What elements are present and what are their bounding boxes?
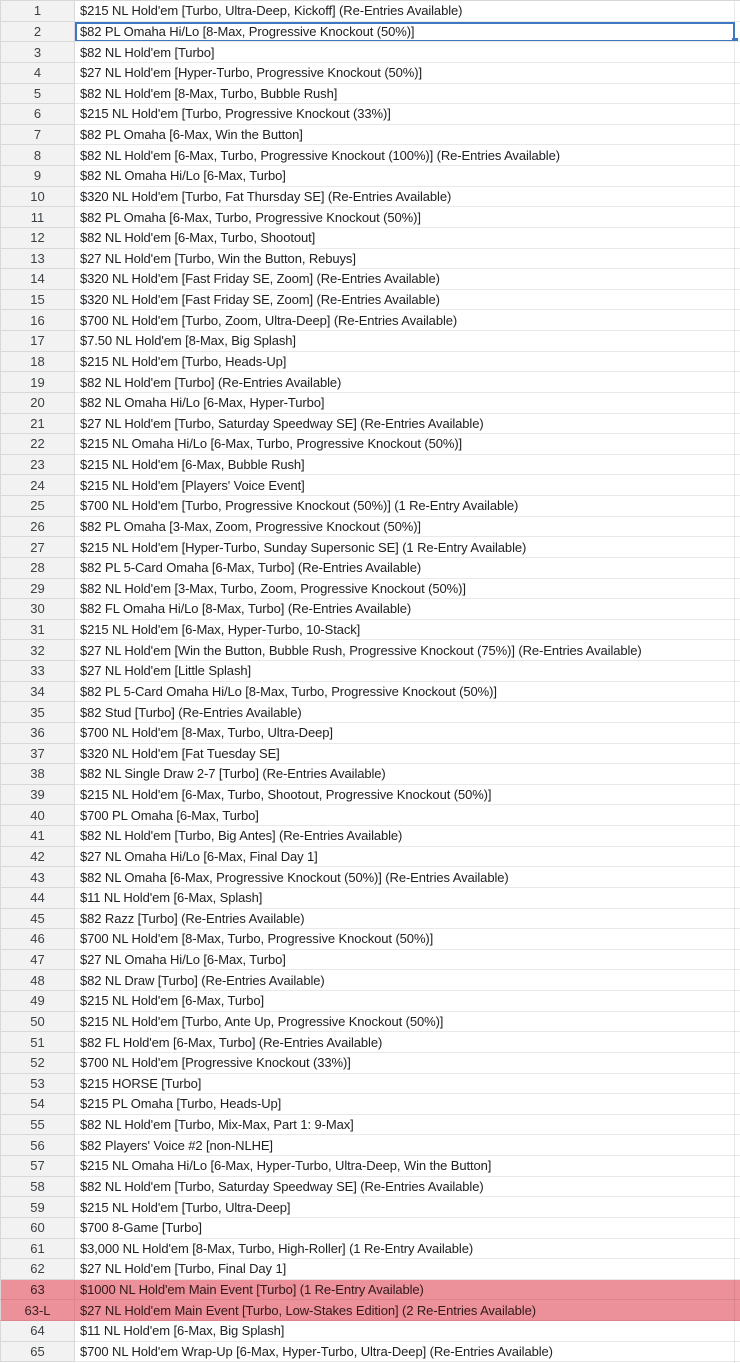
table-row [0,1156,740,1177]
table-row [0,1135,740,1156]
table-row [0,661,740,682]
row-number[interactable]: 56 [0,1135,75,1156]
tournament-label: $215 NL Omaha Hi/Lo [6-Max, Turbo, Progressive Knockout (50%)] [80,436,463,452]
tournament-label: $3,000 NL Hold'em [8-Max, Turbo, High-Roller] (1 Re-Entry Available) [80,1240,474,1256]
row-number[interactable]: 41 [0,826,75,847]
table-row [0,537,740,558]
tournament-cell[interactable] [75,1239,740,1260]
row-number[interactable]: 1 [0,1,75,22]
tournament-cell[interactable] [75,310,740,331]
tournament-cell[interactable] [75,888,740,909]
row-number[interactable]: 19 [0,372,75,393]
tournament-label: $215 NL Hold'em [Players' Voice Event] [80,477,305,493]
row-number[interactable]: 11 [0,207,75,228]
row-number[interactable]: 54 [0,1094,75,1115]
row-number[interactable]: 17 [0,331,75,352]
row-number[interactable]: 61 [0,1239,75,1260]
row-number[interactable]: 5 [0,84,75,105]
table-row [0,970,740,991]
row-number[interactable]: 62 [0,1259,75,1280]
tournament-cell[interactable] [75,372,740,393]
row-number[interactable]: 63 [0,1280,75,1301]
row-number[interactable]: 60 [0,1218,75,1239]
table-row [0,269,740,290]
tournament-label: $215 HORSE [Turbo] [80,1075,202,1091]
tournament-label: $82 Razz [Turbo] (Re-Entries Available) [80,910,305,926]
tournament-label: $27 NL Omaha Hi/Lo [6-Max, Turbo] [80,952,286,968]
table-row [0,496,740,517]
tournament-label: $700 PL Omaha [6-Max, Turbo] [80,807,259,823]
row-number[interactable]: 49 [0,991,75,1012]
row-number[interactable]: 26 [0,517,75,538]
table-row [0,22,740,43]
row-number[interactable]: 45 [0,909,75,930]
tournament-label: $215 NL Hold'em [Hyper-Turbo, Sunday Supersonic SE] (1 Re-Entry Available) [80,539,527,555]
tournament-cell[interactable] [75,867,740,888]
table-row [0,744,740,765]
table-row [0,290,740,311]
table-row [0,1074,740,1095]
table-row [0,1177,740,1198]
row-number[interactable]: 29 [0,579,75,600]
tournament-cell[interactable] [75,970,740,991]
tournament-label: $320 NL Hold'em [Turbo, Fat Thursday SE] (Re-Entries Available) [80,188,452,204]
tournament-cell[interactable] [75,42,740,63]
tournament-label: $82 NL Omaha Hi/Lo [6-Max, Hyper-Turbo] [80,395,325,411]
tournament-label: $82 PL Omaha [3-Max, Zoom, Progressive Knockout (50%)] [80,518,421,534]
tournament-cell[interactable] [75,414,740,435]
tournament-cell[interactable] [75,1177,740,1198]
tournament-label: $215 NL Hold'em [6-Max, Turbo] [80,993,264,1009]
table-row [0,125,740,146]
tournament-cell[interactable] [75,269,740,290]
tournament-cell[interactable] [75,1197,740,1218]
tournament-cell[interactable] [75,950,740,971]
tournament-cell[interactable] [75,166,740,187]
tournament-cell[interactable] [75,1300,740,1321]
tournament-label: $82 PL Omaha [6-Max, Win the Button] [80,127,303,143]
tournament-cell[interactable] [75,909,740,930]
row-number[interactable]: 35 [0,702,75,723]
tournament-cell[interactable] [75,104,740,125]
tournament-cell[interactable] [75,352,740,373]
row-number[interactable]: 15 [0,290,75,311]
tournament-cell[interactable] [75,826,740,847]
table-row [0,805,740,826]
tournament-cell[interactable] [75,929,740,950]
row-number[interactable]: 21 [0,414,75,435]
table-row [0,331,740,352]
tournament-label: $82 PL 5-Card Omaha Hi/Lo [8-Max, Turbo, Progressive Knockout (50%)] [80,683,497,699]
tournament-cell[interactable] [75,847,740,868]
table-row [0,1197,740,1218]
tournament-label: $82 NL Omaha Hi/Lo [6-Max, Turbo] [80,168,286,184]
tournament-label: $82 NL Hold'em [Turbo, Mix-Max, Part 1: 9-Max] [80,1117,354,1133]
tournament-label: $82 NL Hold'em [3-Max, Turbo, Zoom, Progressive Knockout (50%)] [80,580,466,596]
table-row [0,42,740,63]
tournament-label: $82 NL Hold'em [Turbo, Saturday Speedway SE] (Re-Entries Available) [80,1178,484,1194]
table-row [0,558,740,579]
table-row [0,1053,740,1074]
row-number[interactable]: 6 [0,104,75,125]
table-row [0,1218,740,1239]
row-number[interactable]: 43 [0,867,75,888]
row-number[interactable]: 18 [0,352,75,373]
tournament-cell[interactable] [75,1156,740,1177]
table-row [0,434,740,455]
table-row [0,909,740,930]
table-row [0,207,740,228]
row-number[interactable]: 64 [0,1321,75,1342]
tournament-cell[interactable] [75,991,740,1012]
table-row [0,640,740,661]
tournament-label: $215 NL Hold'em [Turbo, Progressive Knockout (33%)] [80,106,391,122]
tournament-label: $7.50 NL Hold'em [8-Max, Big Splash] [80,333,296,349]
row-number[interactable]: 36 [0,723,75,744]
tournament-label: $82 NL Single Draw 2-7 [Turbo] (Re-Entries Available) [80,766,386,782]
table-row [0,826,740,847]
tournament-cell[interactable] [75,1053,740,1074]
table-row [0,187,740,208]
table-row [0,702,740,723]
row-number[interactable]: 2 [0,22,75,43]
tournament-cell[interactable] [75,682,740,703]
table-row [0,764,740,785]
row-number[interactable]: 13 [0,249,75,270]
tournament-cell[interactable] [75,785,740,806]
row-number[interactable]: 46 [0,929,75,950]
row-number[interactable]: 12 [0,228,75,249]
tournament-label: $27 NL Hold'em Main Event [Turbo, Low-Stakes Edition] (2 Re-Entries Available) [80,1302,536,1318]
tournament-label: $320 NL Hold'em [Fast Friday SE, Zoom] (Re-Entries Available) [80,292,440,308]
table-row [0,372,740,393]
tournament-label: $215 NL Hold'em [6-Max, Bubble Rush] [80,457,305,473]
table-row [0,620,740,641]
tournament-label: $215 NL Hold'em [Turbo, Ante Up, Progressive Knockout (50%)] [80,1013,444,1029]
tournament-label: $215 NL Hold'em [Turbo, Ultra-Deep, Kickoff] (Re-Entries Available) [80,3,463,19]
tournament-label: $27 NL Hold'em [Little Splash] [80,663,251,679]
row-number[interactable]: 51 [0,1032,75,1053]
row-number[interactable]: 32 [0,640,75,661]
table-row [0,950,740,971]
row-number[interactable]: 38 [0,764,75,785]
table-row [0,1259,740,1280]
tournament-label: $700 NL Hold'em [Progressive Knockout (33%)] [80,1055,351,1071]
tournament-label: $82 PL 5-Card Omaha [6-Max, Turbo] (Re-Entries Available) [80,560,422,576]
row-number[interactable]: 65 [0,1342,75,1363]
table-row [0,1342,740,1363]
row-number[interactable]: 42 [0,847,75,868]
row-number[interactable]: 25 [0,496,75,517]
tournament-label: $215 NL Hold'em [Turbo, Heads-Up] [80,353,287,369]
tournament-label: $82 NL Hold'em [6-Max, Turbo, Progressive Knockout (100%)] (Re-Entries Available) [80,147,560,163]
table-row [0,785,740,806]
row-number[interactable]: 39 [0,785,75,806]
tournament-cell[interactable] [75,455,740,476]
row-number[interactable]: 7 [0,125,75,146]
table-row [0,1115,740,1136]
tournament-label: $82 NL Draw [Turbo] (Re-Entries Available) [80,972,325,988]
row-number[interactable]: 40 [0,805,75,826]
table-row [0,104,740,125]
table-row [0,145,740,166]
table-row [0,166,740,187]
row-number[interactable]: 59 [0,1197,75,1218]
tournament-label: $82 Players' Voice #2 [non-NLHE] [80,1137,273,1153]
row-number[interactable]: 31 [0,620,75,641]
tournament-cell[interactable] [75,434,740,455]
tournament-label: $82 PL Omaha [6-Max, Turbo, Progressive Knockout (50%)] [80,209,421,225]
row-number[interactable]: 57 [0,1156,75,1177]
tournament-cell[interactable] [75,1115,740,1136]
row-number[interactable]: 44 [0,888,75,909]
tournament-cell[interactable] [75,496,740,517]
table-row [0,1094,740,1115]
tournament-cell[interactable] [75,579,740,600]
row-number[interactable]: 3 [0,42,75,63]
tournament-cell[interactable] [75,1280,740,1301]
tournament-cell[interactable] [75,1032,740,1053]
tournament-label: $215 NL Hold'em [Turbo, Ultra-Deep] [80,1199,291,1215]
row-number[interactable]: 52 [0,1053,75,1074]
table-row [0,310,740,331]
tournament-cell[interactable] [75,1259,740,1280]
tournament-label: $320 NL Hold'em [Fast Friday SE, Zoom] (Re-Entries Available) [80,271,440,287]
tournament-cell[interactable] [75,640,740,661]
tournament-cell[interactable] [75,331,740,352]
tournament-cell[interactable] [75,620,740,641]
tournament-cell[interactable] [75,1321,740,1342]
row-number[interactable]: 16 [0,310,75,331]
tournament-cell[interactable] [75,537,740,558]
tournament-label: $11 NL Hold'em [6-Max, Big Splash] [80,1323,285,1339]
row-number[interactable]: 23 [0,455,75,476]
tournament-label: $27 NL Omaha Hi/Lo [6-Max, Final Day 1] [80,848,318,864]
tournament-label: $215 PL Omaha [Turbo, Heads-Up] [80,1096,282,1112]
row-number[interactable]: 58 [0,1177,75,1198]
tournament-label: $1000 NL Hold'em Main Event [Turbo] (1 Re-Entry Available) [80,1282,424,1298]
row-number[interactable]: 34 [0,682,75,703]
table-row [0,84,740,105]
tournament-cell[interactable] [75,558,740,579]
tournament-label: $700 8-Game [Turbo] [80,1220,202,1236]
tournament-label: $27 NL Hold'em [Win the Button, Bubble Rush, Progressive Knockout (75%)] (Re-Entries Available) [80,642,642,658]
tournament-cell[interactable] [75,145,740,166]
tournament-label: $215 NL Hold'em [6-Max, Turbo, Shootout, Progressive Knockout (50%)] [80,787,492,803]
tournament-label: $215 NL Omaha Hi/Lo [6-Max, Hyper-Turbo, Ultra-Deep, Win the Button] [80,1158,492,1174]
table-row [0,1321,740,1342]
table-row [0,682,740,703]
tournament-label: $27 NL Hold'em [Hyper-Turbo, Progressive Knockout (50%)] [80,65,423,81]
tournament-label: $320 NL Hold'em [Fat Tuesday SE] [80,745,280,761]
table-row [0,455,740,476]
tournament-label: $700 NL Hold'em Wrap-Up [6-Max, Hyper-Turbo, Ultra-Deep] (Re-Entries Available) [80,1343,553,1359]
tournament-cell[interactable] [75,764,740,785]
tournament-label: $700 NL Hold'em [8-Max, Turbo, Progressive Knockout (50%)] [80,931,434,947]
table-row [0,393,740,414]
tournament-cell[interactable] [75,517,740,538]
tournament-label: $82 FL Hold'em [6-Max, Turbo] (Re-Entries Available) [80,1034,383,1050]
tournament-label: $82 NL Hold'em [Turbo] (Re-Entries Available) [80,374,342,390]
row-number[interactable]: 9 [0,166,75,187]
table-row [0,249,740,270]
row-number[interactable]: 4 [0,63,75,84]
tournament-label: $82 NL Hold'em [Turbo, Big Antes] (Re-Entries Available) [80,828,403,844]
tournament-label: $215 NL Hold'em [6-Max, Hyper-Turbo, 10-Stack] [80,622,361,638]
table-row [0,63,740,84]
row-number[interactable]: 47 [0,950,75,971]
row-number[interactable]: 28 [0,558,75,579]
tournament-label: $82 NL Hold'em [6-Max, Turbo, Shootout] [80,230,316,246]
table-row [0,579,740,600]
table-row [0,1012,740,1033]
row-number[interactable]: 63-L [0,1300,75,1321]
row-number[interactable]: 33 [0,661,75,682]
tournament-cell[interactable] [75,1074,740,1095]
tournament-label: $700 NL Hold'em [8-Max, Turbo, Ultra-Deep] [80,725,333,741]
tournament-label: $82 NL Omaha [6-Max, Progressive Knockout (50%)] (Re-Entries Available) [80,869,509,885]
tournament-cell[interactable] [75,1012,740,1033]
tournament-cell[interactable] [75,22,740,43]
row-number[interactable]: 27 [0,537,75,558]
tournament-cell[interactable] [75,228,740,249]
tournament-label: $82 FL Omaha Hi/Lo [8-Max, Turbo] (Re-Entries Available) [80,601,412,617]
table-row [0,867,740,888]
table-row [0,517,740,538]
table-row [0,929,740,950]
tournament-label: $27 NL Hold'em [Turbo, Win the Button, Rebuys] [80,250,356,266]
table-row [0,1239,740,1260]
row-number[interactable]: 20 [0,393,75,414]
table-row [0,991,740,1012]
tournament-label: $82 PL Omaha Hi/Lo [8-Max, Progressive Knockout (50%)] [80,23,415,39]
table-row [0,599,740,620]
tournament-cell[interactable] [75,702,740,723]
tournament-cell[interactable] [75,1,740,22]
tournament-cell[interactable] [75,744,740,765]
table-row [0,414,740,435]
row-number[interactable]: 48 [0,970,75,991]
table-row [0,723,740,744]
table-row [0,228,740,249]
tournament-cell[interactable] [75,475,740,496]
row-number[interactable]: 30 [0,599,75,620]
row-number[interactable]: 14 [0,269,75,290]
tournament-cell[interactable] [75,393,740,414]
table-row [0,1032,740,1053]
tournament-cell[interactable] [75,1218,740,1239]
tournament-cell[interactable] [75,290,740,311]
tournament-cell[interactable] [75,84,740,105]
tournament-label: $11 NL Hold'em [6-Max, Splash] [80,890,263,906]
tournament-cell[interactable] [75,723,740,744]
tournament-cell[interactable] [75,1135,740,1156]
row-number[interactable]: 10 [0,187,75,208]
tournament-label: $700 NL Hold'em [Turbo, Zoom, Ultra-Deep] (Re-Entries Available) [80,312,458,328]
tournament-cell[interactable] [75,207,740,228]
table-row [0,847,740,868]
tournament-cell[interactable] [75,1094,740,1115]
row-number[interactable]: 22 [0,434,75,455]
row-number[interactable]: 55 [0,1115,75,1136]
tournament-label: $82 Stud [Turbo] (Re-Entries Available) [80,704,302,720]
tournament-label: $27 NL Hold'em [Turbo, Final Day 1] [80,1261,287,1277]
table-row [0,1280,740,1301]
tournament-cell[interactable] [75,805,740,826]
table-row [0,1,740,22]
table-row [0,888,740,909]
tournament-cell[interactable] [75,1342,740,1363]
row-number[interactable]: 24 [0,475,75,496]
table-row [0,475,740,496]
tournament-cell[interactable] [75,599,740,620]
tournament-cell[interactable] [75,125,740,146]
tournament-cell[interactable] [75,187,740,208]
tournament-label: $700 NL Hold'em [Turbo, Progressive Knockout (50%)] (1 Re-Entry Available) [80,498,519,514]
row-number[interactable]: 37 [0,744,75,765]
table-row [0,1300,740,1321]
row-number[interactable]: 50 [0,1012,75,1033]
row-number[interactable]: 53 [0,1074,75,1095]
tournament-label: $27 NL Hold'em [Turbo, Saturday Speedway SE] (Re-Entries Available) [80,415,484,431]
tournament-cell[interactable] [75,661,740,682]
tournament-label: $82 NL Hold'em [8-Max, Turbo, Bubble Rush] [80,85,338,101]
tournament-label: $82 NL Hold'em [Turbo] [80,44,215,60]
table-row [0,352,740,373]
tournament-cell[interactable] [75,63,740,84]
tournament-cell[interactable] [75,249,740,270]
row-number[interactable]: 8 [0,145,75,166]
